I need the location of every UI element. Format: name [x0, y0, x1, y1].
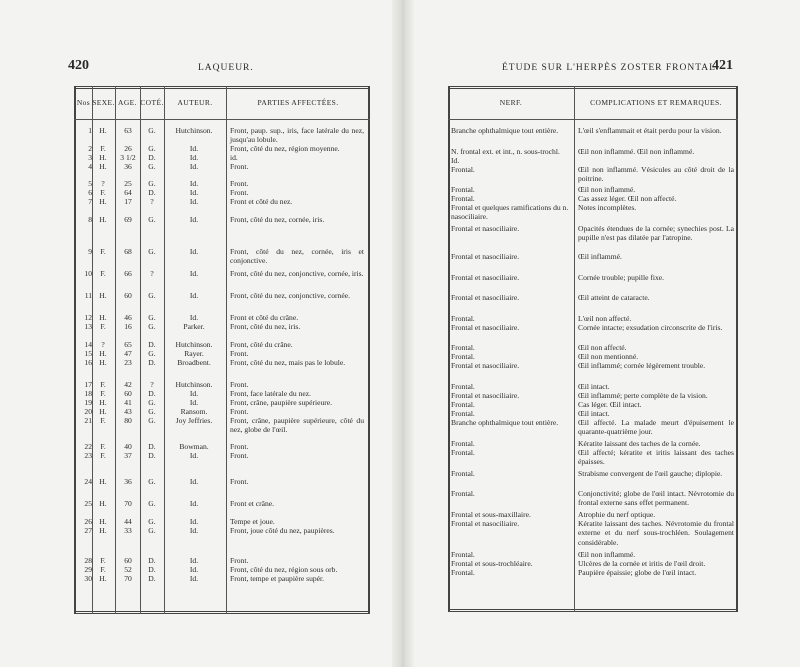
table-right-rule: [368, 86, 370, 614]
case-number: 14: [84, 340, 92, 349]
side-cell: D.: [148, 574, 156, 583]
author-cell: Id.: [189, 144, 199, 153]
remarks-cell: Kératite laissant des taches de la cornée.: [578, 439, 701, 448]
age-cell: 68: [124, 247, 132, 256]
author-cell: Id.: [189, 197, 199, 206]
remarks-cell: Œil inflammé; perte complète de la vision.: [578, 391, 708, 400]
age-cell: 70: [124, 574, 132, 583]
remarks-cell: Œil non mentionné.: [578, 352, 639, 361]
affected-parts-cell: Front, côté du nez, cornée, iris et conjonctive.: [230, 247, 364, 266]
remarks-cell: Atrophie du nerf optique.: [578, 510, 656, 519]
remarks-cell: Cornée trouble; pupille fixe.: [578, 273, 665, 282]
sex-cell: H.: [99, 349, 107, 358]
side-cell: G.: [148, 322, 156, 331]
remarks-cell: Œil affecté; kératite et iritis laissant des taches épaisses.: [578, 448, 734, 467]
nerve-cell: Frontal.: [451, 409, 475, 418]
nerve-cell: Frontal et nasociliaire.: [451, 391, 520, 400]
case-number: 16: [84, 358, 92, 367]
case-number: 17: [84, 380, 92, 389]
affected-parts-cell: Front.: [230, 179, 249, 188]
case-number: 25: [84, 499, 92, 508]
header-complications: COMPLICATIONS ET REMARQUES.: [590, 98, 722, 107]
side-cell: ?: [150, 197, 154, 206]
age-cell: 66: [124, 269, 132, 278]
side-cell: G.: [148, 407, 156, 416]
nerve-cell: Frontal.: [451, 165, 475, 174]
affected-parts-cell: Front.: [230, 451, 249, 460]
author-cell: Ransom.: [180, 407, 208, 416]
nerve-cell: Frontal et sous-trochléaire.: [451, 559, 533, 568]
right-page: [414, 0, 800, 667]
case-number: 28: [84, 556, 92, 565]
nerve-cell: Frontal et nasociliaire.: [451, 323, 520, 332]
affected-parts-cell: Front, tempe et paupière supér.: [230, 574, 325, 583]
remarks-cell: Cas assez léger. Œil non affecté.: [578, 194, 677, 203]
case-number: 7: [88, 197, 92, 206]
author-cell: Id.: [189, 162, 199, 171]
age-cell: 25: [124, 179, 132, 188]
nerve-cell: N. frontal ext. et int., n. sous-trochl. Id.: [451, 147, 560, 166]
age-cell: 23: [124, 358, 132, 367]
nerve-cell: Frontal.: [451, 185, 475, 194]
affected-parts-cell: Front.: [230, 162, 249, 171]
header-num: Nos: [76, 98, 91, 107]
age-cell: 43: [124, 407, 132, 416]
author-cell: Bowman.: [179, 442, 209, 451]
sex-cell: H.: [99, 526, 107, 535]
affected-parts-cell: Front, côté du nez, mais pas le lobule.: [230, 358, 346, 367]
author-cell: Id.: [189, 247, 199, 256]
nerve-cell: Frontal.: [451, 489, 475, 498]
remarks-table: [448, 86, 738, 612]
sex-cell: F.: [100, 442, 106, 451]
age-cell: 46: [124, 313, 132, 322]
affected-parts-cell: Front.: [230, 477, 249, 486]
case-number: 13: [84, 322, 92, 331]
age-cell: 17: [124, 197, 132, 206]
nerve-cell: Branche ophthalmique tout entière.: [451, 126, 559, 135]
nerve-cell: Frontal.: [451, 400, 475, 409]
remarks-cell: Notes incomplètes.: [578, 203, 637, 212]
nerve-cell: Frontal et nasociliaire.: [451, 293, 520, 302]
remarks-cell: Œil non inflammé.: [578, 550, 636, 559]
nerve-cell: Branche ophthalmique tout entière.: [451, 418, 559, 427]
case-number: 27: [84, 526, 92, 535]
case-number: 8: [88, 215, 92, 224]
header-age: AGE.: [118, 98, 137, 107]
left-page: [0, 0, 392, 667]
author-cell: Id.: [189, 398, 199, 407]
case-number: 30: [84, 574, 92, 583]
side-cell: D.: [148, 442, 156, 451]
sex-cell: H.: [99, 215, 107, 224]
affected-parts-cell: id.: [230, 153, 238, 162]
sex-cell: H.: [99, 407, 107, 416]
case-number: 23: [84, 451, 92, 460]
sex-cell: H.: [99, 574, 107, 583]
age-cell: 63: [124, 126, 132, 135]
author-cell: Hutchinson.: [175, 126, 213, 135]
author-cell: Id.: [189, 215, 199, 224]
remarks-cell: Œil inflammé.: [578, 252, 622, 261]
sex-cell: F.: [100, 188, 106, 197]
sex-cell: H.: [99, 153, 107, 162]
side-cell: G.: [148, 144, 156, 153]
nerve-cell: Frontal.: [451, 343, 475, 352]
affected-parts-cell: Front, côté du nez, iris.: [230, 322, 301, 331]
sex-cell: F.: [100, 269, 106, 278]
author-cell: Hutchinson.: [175, 340, 213, 349]
remarks-cell: Œil non inflammé. Vésicules au côté droit de la poitrine.: [578, 165, 734, 184]
age-cell: 36: [124, 477, 132, 486]
sex-cell: ?: [101, 340, 105, 349]
nerve-cell: Frontal et nasociliaire.: [451, 519, 520, 528]
author-cell: Id.: [189, 188, 199, 197]
side-cell: G.: [148, 526, 156, 535]
affected-parts-cell: Front, côté du crâne.: [230, 340, 293, 349]
author-cell: Parker.: [183, 322, 205, 331]
nerve-cell: Frontal et nasociliaire.: [451, 273, 520, 282]
case-number: 12: [84, 313, 92, 322]
sex-cell: F.: [100, 247, 106, 256]
age-cell: 41: [124, 398, 132, 407]
side-cell: D.: [148, 389, 156, 398]
remarks-cell: Œil non affecté.: [578, 343, 627, 352]
side-cell: D.: [148, 556, 156, 565]
sex-cell: H.: [99, 517, 107, 526]
nerve-cell: Frontal et nasociliaire.: [451, 361, 520, 370]
nerve-cell: Frontal.: [451, 568, 475, 577]
side-cell: D.: [148, 451, 156, 460]
case-number: 20: [84, 407, 92, 416]
nerve-cell: Frontal.: [451, 382, 475, 391]
affected-parts-cell: Front, côté du nez, conjonctive, cornée.: [230, 291, 350, 300]
author-cell: Id.: [189, 499, 199, 508]
case-number: 6: [88, 188, 92, 197]
header-auteur: AUTEUR.: [177, 98, 213, 107]
remarks-cell: L'œil s'enflammait et était perdu pour la vision.: [578, 126, 722, 135]
side-cell: D.: [148, 565, 156, 574]
side-cell: G.: [148, 416, 156, 425]
case-table: [74, 86, 370, 614]
author-cell: Id.: [189, 517, 199, 526]
side-cell: G.: [148, 126, 156, 135]
author-cell: Id.: [189, 526, 199, 535]
age-cell: 65: [124, 340, 132, 349]
column-rule: [226, 86, 227, 614]
remarks-cell: Strabisme convergent de l'œil gauche; diplopie.: [578, 469, 723, 478]
remarks-cell: Paupière épaissie; globe de l'œil intact.: [578, 568, 697, 577]
nerve-cell: Frontal et sous-maxillaire.: [451, 510, 531, 519]
case-number: 19: [84, 398, 92, 407]
age-cell: 40: [124, 442, 132, 451]
remarks-cell: Conjonctivité; globe de l'œil intact. Névrotomie du frontal externe sans effet permanent.: [578, 489, 734, 508]
sex-cell: F.: [100, 322, 106, 331]
nerve-cell: Frontal.: [451, 469, 475, 478]
sex-cell: H.: [99, 313, 107, 322]
remarks-cell: L'œil non affecté.: [578, 314, 632, 323]
header-cote: COTÉ.: [140, 98, 164, 107]
header-parties: PARTIES AFFECTÉES.: [257, 98, 339, 107]
affected-parts-cell: Front, côté du nez, cornée, iris.: [230, 215, 325, 224]
nerve-cell: Frontal et nasociliaire.: [451, 224, 520, 233]
sex-cell: F.: [100, 144, 106, 153]
nerve-cell: Frontal.: [451, 550, 475, 559]
side-cell: G.: [148, 517, 156, 526]
sex-cell: ?: [101, 179, 105, 188]
case-number: 1: [88, 126, 92, 135]
affected-parts-cell: Front.: [230, 380, 249, 389]
book-gutter: [392, 0, 414, 667]
table-bottom-rule: [74, 611, 370, 614]
sex-cell: H.: [99, 358, 107, 367]
author-cell: Id.: [189, 389, 199, 398]
header-nerf: NERF.: [499, 98, 523, 107]
side-cell: G.: [148, 179, 156, 188]
remarks-cell: Ulcères de la cornée et iritis de l'œil droit.: [578, 559, 706, 568]
author-cell: Broadbent.: [177, 358, 211, 367]
side-cell: G.: [148, 215, 156, 224]
age-cell: 37: [124, 451, 132, 460]
age-cell: 33: [124, 526, 132, 535]
nerve-cell: Frontal.: [451, 352, 475, 361]
nerve-cell: Frontal.: [451, 448, 475, 457]
age-cell: 36: [124, 162, 132, 171]
affected-parts-cell: Front, côté du nez, région moyenne.: [230, 144, 340, 153]
age-cell: 26: [124, 144, 132, 153]
table-bottom-rule: [448, 609, 738, 612]
sex-cell: H.: [99, 398, 107, 407]
affected-parts-cell: Front et côté du crâne.: [230, 313, 299, 322]
sex-cell: F.: [100, 556, 106, 565]
author-cell: Rayer.: [184, 349, 204, 358]
nerve-cell: Frontal.: [451, 439, 475, 448]
sex-cell: F.: [100, 451, 106, 460]
remarks-cell: Œil non inflammé. Œil non inflammé.: [578, 147, 695, 156]
side-cell: G.: [148, 349, 156, 358]
side-cell: G.: [148, 477, 156, 486]
page-number: 420: [68, 58, 89, 73]
side-cell: G.: [148, 499, 156, 508]
remarks-cell: Œil inflammé; cornée légèrement trouble.: [578, 361, 706, 370]
side-cell: G.: [148, 313, 156, 322]
affected-parts-cell: Front, joue côté du nez, paupières.: [230, 526, 335, 535]
case-number: 29: [84, 565, 92, 574]
remarks-cell: Kératite laissant des taches. Névrotomie du frontal externe et du nerf sous-trochléen. Soulagement considérable.: [578, 519, 734, 547]
age-cell: 44: [124, 517, 132, 526]
age-cell: 70: [124, 499, 132, 508]
case-number: 4: [88, 162, 92, 171]
author-cell: Id.: [189, 556, 199, 565]
sex-cell: H.: [99, 197, 107, 206]
sex-cell: H.: [99, 291, 107, 300]
sex-cell: H.: [99, 477, 107, 486]
case-number: 9: [88, 247, 92, 256]
remarks-cell: Œil affecté. La malade meurt d'épuisement le quarante-quatrième jour.: [578, 418, 734, 437]
affected-parts-cell: Front et côté du nez.: [230, 197, 293, 206]
sex-cell: F.: [100, 389, 106, 398]
age-cell: 16: [124, 322, 132, 331]
author-cell: Id.: [189, 565, 199, 574]
table-top-rule: [74, 86, 370, 89]
age-cell: 60: [124, 389, 132, 398]
header-rule: [448, 119, 738, 120]
running-head: ÉTUDE SUR L'HERPÈS ZOSTER FRONTAL.: [502, 63, 720, 73]
remarks-cell: Cornée intacte; exsudation circonscrite de l'iris.: [578, 323, 723, 332]
case-number: 2: [88, 144, 92, 153]
age-cell: 60: [124, 556, 132, 565]
nerve-cell: Frontal.: [451, 314, 475, 323]
affected-parts-cell: Front, côté du nez, région sous orb.: [230, 565, 338, 574]
age-cell: 52: [124, 565, 132, 574]
affected-parts-cell: Front.: [230, 442, 249, 451]
case-number: 24: [84, 477, 92, 486]
side-cell: D.: [148, 340, 156, 349]
side-cell: G.: [148, 398, 156, 407]
side-cell: G.: [148, 291, 156, 300]
case-number: 22: [84, 442, 92, 451]
author-cell: Id.: [189, 477, 199, 486]
table-right-rule: [736, 86, 738, 612]
table-top-rule: [448, 86, 738, 89]
side-cell: ?: [150, 380, 154, 389]
side-cell: G.: [148, 162, 156, 171]
affected-parts-cell: Front.: [230, 556, 249, 565]
header-rule: [74, 119, 370, 120]
age-cell: 42: [124, 380, 132, 389]
affected-parts-cell: Front, côté du nez, conjonctive, cornée, iris.: [230, 269, 364, 278]
case-number: 11: [84, 291, 92, 300]
age-cell: 3 1/2: [120, 153, 136, 162]
nerve-cell: Frontal.: [451, 194, 475, 203]
author-cell: Id.: [189, 153, 199, 162]
case-number: 21: [84, 416, 92, 425]
case-number: 18: [84, 389, 92, 398]
affected-parts-cell: Front.: [230, 188, 249, 197]
author-cell: Id.: [189, 269, 199, 278]
sex-cell: F.: [100, 416, 106, 425]
remarks-cell: Opacités étendues de la cornée; synechies post. La pupille n'est pas dilatée par l'atropine.: [578, 224, 734, 243]
sex-cell: H.: [99, 162, 107, 171]
affected-parts-cell: Front, crâne, paupière supérieure, côté du nez, globe de l'œil.: [230, 416, 364, 435]
affected-parts-cell: Front.: [230, 349, 249, 358]
sex-cell: H.: [99, 126, 107, 135]
nerve-cell: Frontal et quelques ramifications du n. nasociliaire.: [451, 203, 569, 222]
side-cell: G.: [148, 247, 156, 256]
author-cell: Id.: [189, 179, 199, 188]
case-number: 15: [84, 349, 92, 358]
column-rule: [574, 86, 575, 612]
remarks-cell: Cas léger. Œil intact.: [578, 400, 642, 409]
affected-parts-cell: Front, paup. sup., iris, face latérale du nez, jusqu'au lobule.: [230, 126, 364, 145]
author-cell: Id.: [189, 313, 199, 322]
affected-parts-cell: Front.: [230, 407, 249, 416]
author-cell: Joy Jeffries.: [175, 416, 213, 425]
age-cell: 80: [124, 416, 132, 425]
age-cell: 60: [124, 291, 132, 300]
remarks-cell: Œil intact.: [578, 409, 610, 418]
table-left-rule: [448, 86, 450, 612]
remarks-cell: Œil atteint de cataracte.: [578, 293, 650, 302]
remarks-cell: Œil intact.: [578, 382, 610, 391]
sex-cell: F.: [100, 565, 106, 574]
author-cell: Id.: [189, 451, 199, 460]
page-number: 421: [712, 58, 733, 73]
age-cell: 47: [124, 349, 132, 358]
case-number: 5: [88, 179, 92, 188]
side-cell: ?: [150, 269, 154, 278]
side-cell: D.: [148, 153, 156, 162]
author-cell: Id.: [189, 291, 199, 300]
age-cell: 69: [124, 215, 132, 224]
remarks-cell: Œil non inflammé.: [578, 185, 636, 194]
side-cell: D.: [148, 188, 156, 197]
side-cell: D.: [148, 358, 156, 367]
sex-cell: H.: [99, 499, 107, 508]
affected-parts-cell: Front, face latérale du nez.: [230, 389, 311, 398]
nerve-cell: Frontal et nasociliaire.: [451, 252, 520, 261]
affected-parts-cell: Tempe et joue.: [230, 517, 275, 526]
affected-parts-cell: Front, crâne, paupière supérieure.: [230, 398, 333, 407]
affected-parts-cell: Front et crâne.: [230, 499, 275, 508]
case-number: 26: [84, 517, 92, 526]
case-number: 3: [88, 153, 92, 162]
author-cell: Hutchinson.: [175, 380, 213, 389]
case-number: 10: [84, 269, 92, 278]
age-cell: 64: [124, 188, 132, 197]
sex-cell: F.: [100, 380, 106, 389]
header-sex: SEXE.: [92, 98, 115, 107]
author-cell: Id.: [189, 574, 199, 583]
running-head: LAQUEUR.: [198, 63, 254, 73]
